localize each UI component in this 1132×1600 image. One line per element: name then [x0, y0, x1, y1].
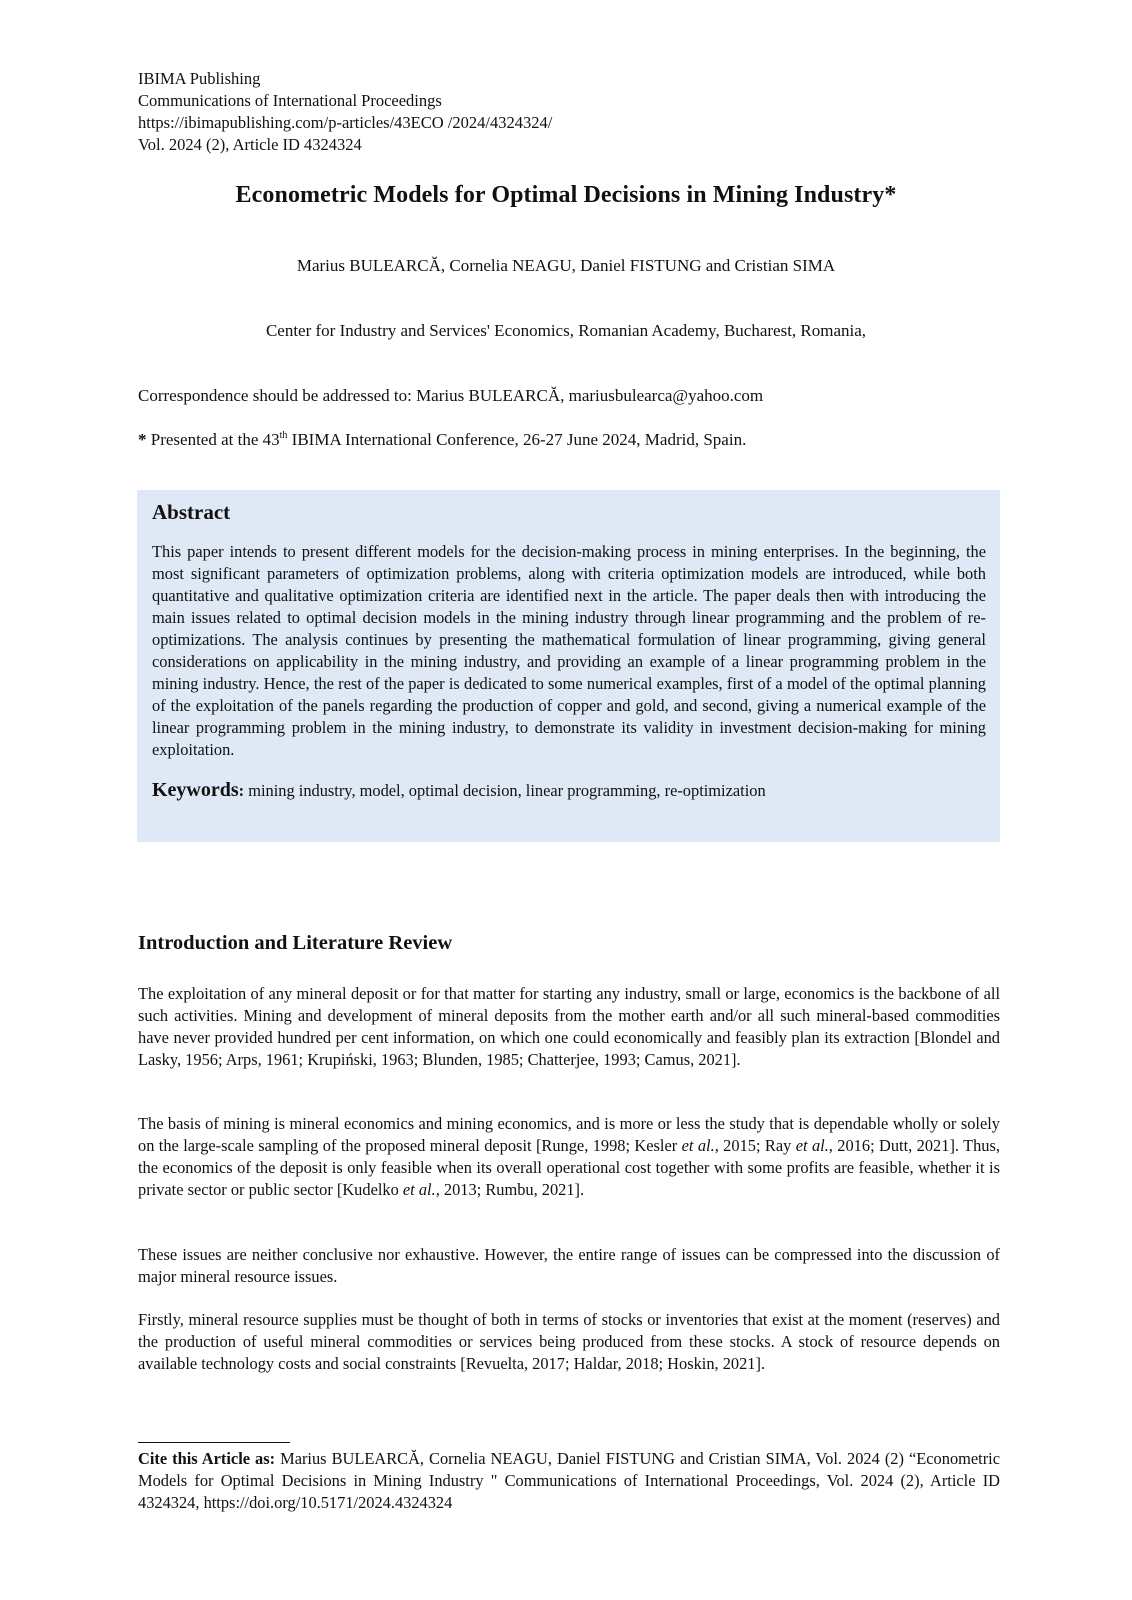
keywords-colon: :	[238, 781, 245, 800]
presented-text-after: IBIMA International Conference, 26-27 June 2024, Madrid, Spain.	[287, 430, 747, 449]
presented-star: *	[138, 430, 147, 449]
presented-ordinal-suffix: th	[279, 430, 288, 441]
abstract-heading: Abstract	[152, 500, 231, 524]
presented-text-before: Presented at the 43	[146, 430, 280, 449]
citation-label: Cite this Article as:	[138, 1449, 276, 1468]
keywords-line	[152, 779, 986, 802]
author-list: Marius BULEARCĂ, Cornelia NEAGU, Daniel FISTUNG and Cristian SIMA	[296, 256, 836, 275]
p2-segment: , 2016; Dutt, 2021]. Thus, the economics of the deposit is only feasible when its overall operational cost together with some profits are feasible, whether it is private sector or public sector [Kudelko	[138, 1136, 1000, 1199]
abstract-text: This paper intends to present different models for the decision-making process in mining enterprises. In the beginning, the most significant parameters of optimization problems, along with criteria optimization models are introduced, while both quantitative and qualitative optimization criteria are identified next in the article. The paper deals then with introducing the main issues related to optimal decision models in the mining industry through linear programming and the problem of re-optimizations. The analysis continues by presenting the mathematical formulation of linear programming, giving general considerations on applicability in the mining industry, and providing an example of a linear programming problem in the mining industry. Hence, the rest of the paper is dedicated to some numerical examples, first of a model of the optimal planning of the exploitation of the panels regarding the production of copper and gold, and second, giving a numerical example of the linear programming problem in the mining industry, to demonstrate its validity in investment decision-making for mining exploitation.	[152, 542, 986, 759]
article-url: https://ibimapublishing.com/p-articles/43ECO /2024/4324324/	[138, 113, 553, 132]
p2-italic: et al.	[795, 1136, 829, 1155]
intro-paragraph-4: Firstly, mineral resource supplies must be thought of both in terms of stocks or inventories that exist at the moment (reserves) and the production of useful mineral commodities or services being produced from these stocks. A stock of resource depends on available technology costs and social constraints [Revuelta, 2017; Haldar, 2018; Hoskin, 2021].	[138, 1310, 1000, 1373]
p2-segment: , 2013; Rumbu, 2021].	[435, 1180, 585, 1199]
p2-segment: The basis of mining is mineral economics and mining economics, and is more or less the study that is dependable wholly or solely on the large-scale sampling of the proposed mineral deposit [Runge, 1998; Kesler	[138, 1114, 1000, 1155]
intro-paragraph-1: The exploitation of any mineral deposit or for that matter for starting any industry, small or large, economics is the backbone of all such activities. Mining and development of mineral deposits from the mother earth and/or all such mineral-based commodities have never provided hundred per cent information, on which one could economically and feasibly plan its extraction [Blondel and Lasky, 1956; Arps, 1961; Krupiński, 1963; Blunden, 1985; Chatterjee, 1993; Camus, 2021].	[138, 984, 1000, 1069]
keywords-label: Keywords	[152, 779, 239, 801]
citation-text: Marius BULEARCĂ, Cornelia NEAGU, Daniel FISTUNG and Cristian SIMA, Vol. 2024 (2) “Econometric Models for Optimal Decisions in Mining Industry " Communications of International Proceedings, Vol. 2024 (2), Article ID 4324324, https://doi.org/10.5171/2024.4324324	[138, 1449, 1001, 1512]
p2-italic: et al.	[681, 1136, 715, 1155]
journal-name: Communications of International Proceedings	[138, 91, 442, 110]
section-heading-introduction: Introduction and Literature Review	[138, 932, 453, 954]
presented-note	[138, 430, 746, 450]
publisher-name: IBIMA Publishing	[138, 69, 261, 88]
journal-header	[138, 68, 552, 156]
volume-info: Vol. 2024 (2), Article ID 4324324	[138, 135, 362, 154]
paper-title: Econometric Models for Optimal Decisions in Mining Industry*	[235, 182, 897, 208]
intro-paragraph-3: These issues are neither conclusive nor exhaustive. However, the entire range of issues can be compressed into the discussion of major mineral resource issues.	[138, 1245, 1000, 1286]
footnote-divider	[138, 1442, 290, 1443]
citation-footnote	[138, 1448, 1000, 1514]
abstract-box	[137, 490, 1000, 842]
keywords-list: mining industry, model, optimal decision, linear programming, re-optimization	[244, 781, 766, 800]
p2-italic: et al.	[402, 1180, 436, 1199]
correspondence-line: Correspondence should be addressed to: Marius BULEARCĂ, mariusbulearca@yahoo.com	[138, 386, 764, 405]
intro-paragraph-2	[138, 1113, 1000, 1201]
affiliation: Center for Industry and Services' Economics, Romanian Academy, Bucharest, Romania,	[265, 321, 867, 340]
p2-segment: , 2015; Ray	[714, 1136, 796, 1155]
